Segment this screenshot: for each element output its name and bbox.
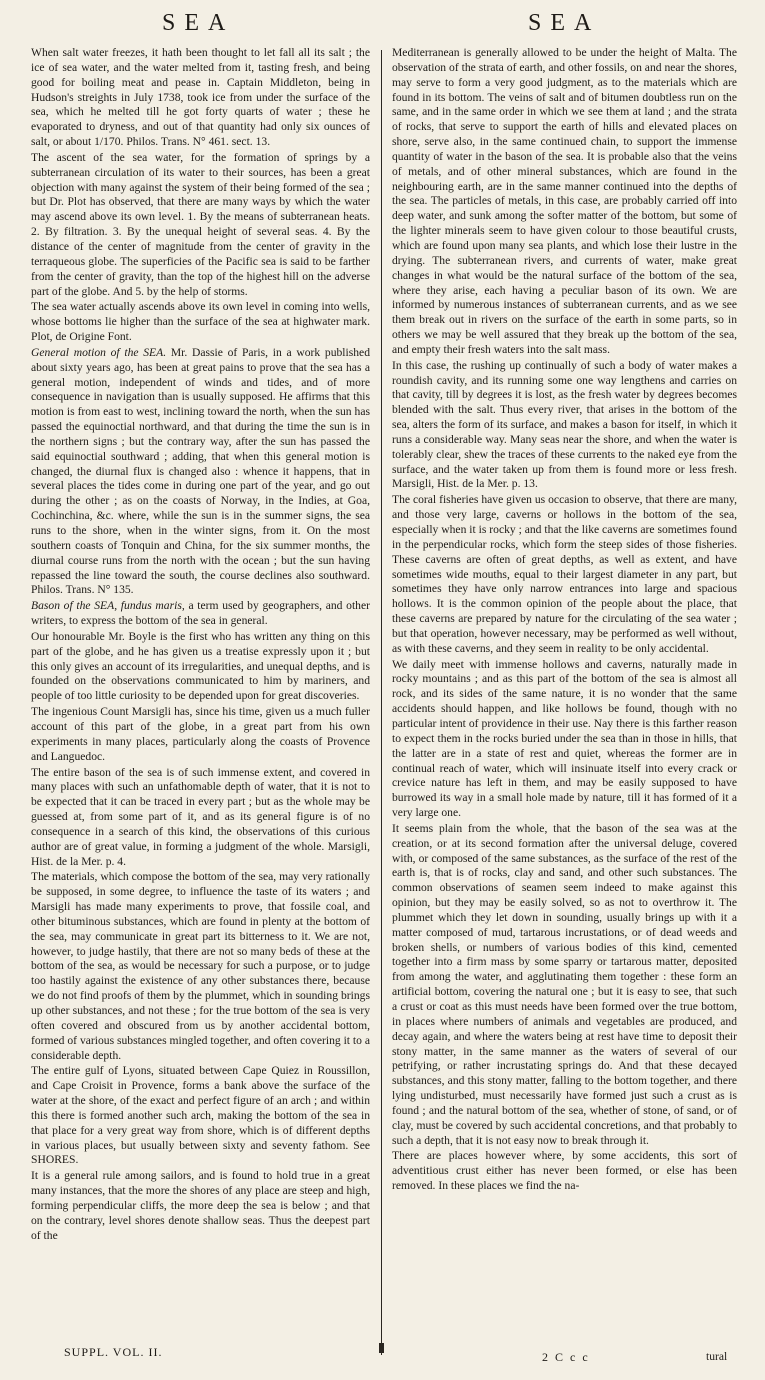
body-paragraph: The entire gulf of Lyons, situated between Cape Quiez in Roussillon, and Cape Croisit in Provence, forms a bank above the surface of the water at the shore, of the exact and perfect figure of an arch ; and within this there is formed another such arch, making the bottom of the sea in that place for a very great way from shore, which is of different depths in various places, but usually between sixty and seventy fathom. See SHORES.	[31, 1064, 370, 1167]
running-head-left: SEA	[162, 10, 235, 36]
body-paragraph: We daily meet with immense hollows and caverns, naturally made in rocky mountains ; and as this part of the bottom of the sea is almost all rock, and its sides of the same nature, it is no wonder that the same accidents should happen, and like hollows be found, though with no particular intent of providence in their use. Nay there is this farther reason to expect them in the rocks buried under the sea than in those in hills, that the latter are in a state of rest and quiet, whereas the former are in continual reach of water, which will insinuate itself into every crack or crevice nature has left in them, and may be easily supposed to have burrowed its way in a small hole made by nature, till it has formed of it a very large one.	[392, 657, 737, 820]
column-end-mark	[379, 1343, 384, 1353]
entry-heading: Bason of the SEA, fundus maris,	[31, 599, 185, 613]
entry-paragraph	[31, 599, 370, 629]
body-paragraph: The ascent of the sea water, for the formation of springs by a subterranean circulation of its water to their sources, has been a great objection with many against the system of their being formed of the sea ; but Dr. Plot has observed, that there are many ways by which the water may ascend above its own level. 1. By the means of subterranean heats. 2. By filtration. 3. By the unequal height of several seas. 4. By the distance of the center of magnitude from the center of gravity in the terraqueous globe. The superficies of the Pacific sea is said to be farther from the center of gravity, than the top of the highest hill on the adverse part of the globe. And 5. by the help of storms.	[31, 150, 370, 298]
running-head	[0, 10, 765, 44]
body-paragraph: It seems plain from the whole, that the bason of the sea was at the creation, or at its second formation after the universal deluge, covered with, or composed of the same substances, as the surface of the rest of the earth is, that is of rocks, clay and sand, and other such substances. The common observations of seamen seem indeed to make against this opinion, but they may be easily solved, so as not to overthrow it. The plummet which they let down in sounding, usually brings up with it a matter composed of mud, tartarous incrustations, or of dead weeds and broken shells, or numbers of various bodies of this kind, cemented together into a firm mass by some sparry or tartarous matter, deposited from among the water, and agglutinating them together : these form an artificial bottom, covering the natural one ; but it is easy to see, that such a crust or coat as this must needs have been formed over the true bottom, in places where numbers of animals and vegetables are produced, and decay again, and where the waters being at rest have time to deposit their stony matter, in the same manner as the waters of several of our petrifying, or rather incrustating springs do. And that these decayed substances, and this stony matter, falling to the bottom together, and there lying undisturbed, must necessarily have formed just such a crust as is found ; and the natural bottom of the sea, whether of stone, of sand, or of clay, must be covered by such accidental concretions, and that probably to such a depth, that it is not easy now to break through it.	[392, 821, 737, 1147]
right-column	[392, 46, 737, 1195]
volume-footer: SUPPL. VOL. II.	[64, 1345, 163, 1359]
body-paragraph: The ingenious Count Marsigli has, since his time, given us a much fuller account of this part of the globe, in a great part from his own experiments in many places, particularly along the coasts of Provence and Languedoc.	[31, 705, 370, 763]
body-paragraph: When salt water freezes, it hath been thought to let fall all its salt ; the ice of sea water, and the water melted from it, tasting fresh, and being good for boiling meat and pease in. Captain Middleton, being in Hudson's streights in July 1738, took ice from under the surface of the sea, which he melted till he got forty quarts of water ; these he evaporated to dryness, and out of that quantity had only six ounces of salt, or about 1/170. Philos. Trans. N° 461. sect. 13.	[31, 46, 370, 149]
body-paragraph: There are places however where, by some accidents, this sort of adventitious crust either has never been formed, or else has been removed. In these places we find the na-	[392, 1149, 737, 1193]
body-paragraph: The coral fisheries have given us occasion to observe, that there are many, and those very large, caverns or hollows in the bottom of the sea, especially when it is rocky ; and that the like caverns are sometimes found in the perpendicular rocks, which form the steep sides of those fisheries. These caverns are often of great depths, as well as extent, and have sometimes wide mouths, equal to their largest diameter in any part, but sometimes they have only narrow entrances into large and spacious hollows. It is the common opinion of the people about the place, that these caverns are prepared by nature for the circulating of the sea water ; but that operation, however necessary, may be performed as well without, as with these caverns, and they seem in reality to be only accidental.	[392, 493, 737, 655]
body-paragraph: It is a general rule among sailors, and is found to hold true in a great many instances, that the more the shores of any place are steep and high, forming perpendicular cliffs, the more deep the sea is below ; and that on the contrary, level shores denote shallow seas. Thus the deepest part of the	[31, 1169, 370, 1242]
entry-heading: General motion of the SEA.	[31, 345, 167, 359]
left-column	[31, 46, 370, 1245]
body-paragraph: The entire bason of the sea is of such immense extent, and covered in many places with such an unfathomable depth of water, that it is not to be expected that it can be traced in every part ; but as the whole may be guessed at, from some part of it, and as its general figure is of no consequence in a search of this kind, the observations of this curious author are of great value, in forming a judgment of the whole. Marsigli, Hist. de la Mer. p. 4.	[31, 765, 370, 868]
entry-text: a term used by geographers, and other writers, to express the bottom of the sea in general.	[31, 599, 370, 628]
column-divider	[381, 50, 382, 1355]
body-paragraph: The sea water actually ascends above its own level in coming into wells, whose bottoms lie higher than the surface of the sea at highwater mark. Plot, de Origine Font.	[31, 300, 370, 344]
body-paragraph: Mediterranean is generally allowed to be under the height of Malta. The observation of the strata of earth, and other fossils, on and near the shores, may serve to form a very good judgment, as to the materials which are found in its bottom. The veins of salt and of bitumen doubtless run on the same, and in the same order in which we see them at land ; and the strata of rocks, that serve to support the earth of hills and elevated places on shore, serve also, in the same continued chain, to support the immense quantity of water in the bason of the sea. It is probable also that the veins of metals, and of other mineral substances, which are found in the neighbouring earth, are in the same manner continued into the depths of the sea. The particles of metals, in this case, are probably carried off into deep water, and sunk among the softer matter of the bottom, but some of the lighter minerals seem to have given colour to those beautiful crusts, which are found upon many sea plants, and which lose their lustre in the drying. The subterranean rivers, and currents of water, make great changes in what would be the natural surface of the bottom of the sea, where they arise, each having a peculiar bason of its own. We are informed by numerous instances of subterranean currents, and as we see them break out in rivers on the surface of the earth in some parts, so in others we may be well assured that they break up the bottom of the sea, and empty their fresh waters into the salt mass.	[392, 46, 737, 356]
body-paragraph: Our honourable Mr. Boyle is the first who has written any thing on this part of the globe, and he has given us a treatise expressly upon it ; but this only gives an account of its irregularities, and unequal depths, and is founded on the observations communicated to him by mariners, and people of too little curiosity to be depended upon for great discoveries.	[31, 629, 370, 703]
catchword: tural	[706, 1350, 728, 1363]
entry-text: Mr. Dassie of Paris, in a work published about sixty years ago, has been at great pains to prove that the sea has a general motion, independent of winds and tides, and of more consequence in navigation than is usually supposed. He affirms that this motion is from east to west, inclining toward the north, when the sun has passed the equinoctial northward, and that during the time the sun is in the northern signs ; but the contrary way, after the sun has passed the said equinoctial southward ; adding, that when this general motion is changed, the diurnal flux is changed also : whence it happens, that in several places the tides come in during one part of the year, and go out during the other ; as on the coasts of Norway, in the Indies, at Goa, Cochinchina, &c. where, while the sun is in the summer signs, the sea runs to the shore, when in the winter signs, from it. On the most southern coasts of Tonquin and China, for the six summer months, the diurnal course runs from the north with the ocean ; but the sun having repassed the line toward the south, the course declines also southward. Philos. Trans. N° 135.	[31, 345, 370, 597]
signature-mark: 2 C c c	[542, 1350, 590, 1364]
body-paragraph: The materials, which compose the bottom of the sea, may very rationally be supposed, in some degree, to influence the taste of its waters ; and Marsigli has made many experiments to prove, that fossile coal, and other bituminous substances, which are found in plenty at the bottom of the sea, may communicate in great part its bitterness to it. We are not, however, to judge hastily, that there are not so many beds of these at the bottom of the sea, as would be necessary for such a purpose, or to judge too hastily against the existence of any other substances there, because we do not find proofs of them by the plummet, which in sounding brings up other substances, and not these ; for the true bottom of the sea is very often covered and obscured from us by another accidental bottom, formed of various substances mingled together, and often covering it to a considerable depth.	[31, 870, 370, 1062]
body-paragraph: In this case, the rushing up continually of such a body of water makes a roundish cavity, and its running some one way lengthens and carries on that cavity, till by degrees it is lost, as the fresh water by degrees becomes blended with the salt. Thus every river, that arises in the bottom of the sea, alters the form of its surface, and makes a bason for itself, in which it runs a considerable way. Many seas near the shore, and when the water is tolerably clear, shew the traces of these currents to the naked eye from the surface, and the water taken up from them is found more or less fresh. Marsigli, Hist. de la Mer. p. 13.	[392, 358, 737, 491]
entry-paragraph	[31, 346, 370, 598]
running-head-right: SEA	[528, 10, 601, 36]
